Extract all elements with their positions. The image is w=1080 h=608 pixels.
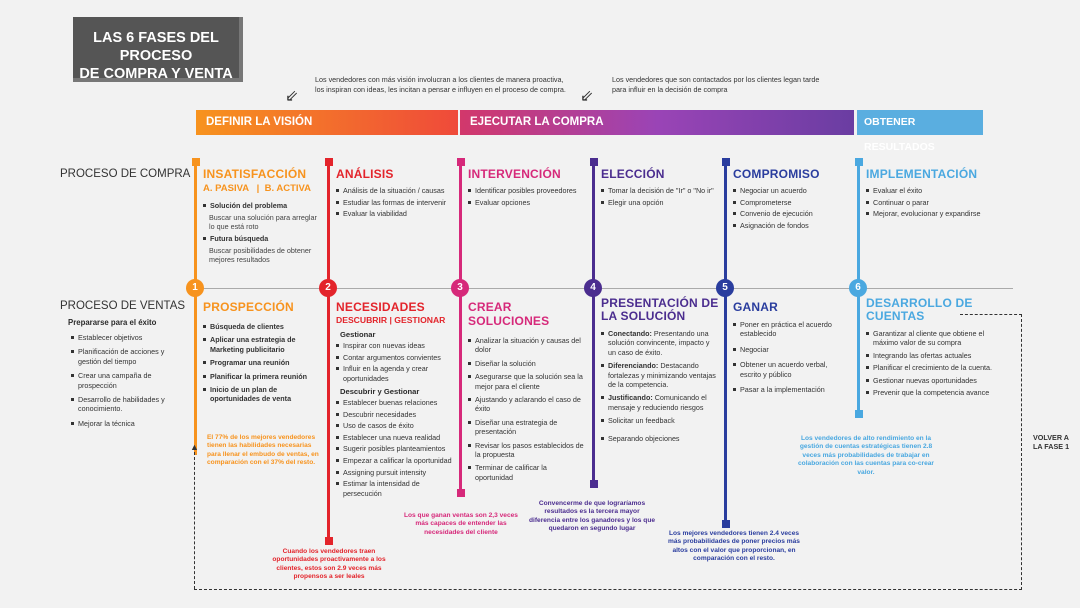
buy-phase-3 [468, 167, 590, 209]
list-item: Convenio de ejecución [733, 209, 855, 218]
list-item: Estudiar las formas de intervenir [336, 198, 458, 207]
phase-6-number: 6 [849, 279, 867, 297]
buy-phase-1-t1: Buscar una solución para arreglar lo que está roto [209, 212, 317, 231]
buy-phase-5-title: COMPROMISO [733, 167, 820, 181]
sell-phase-6-stat: Los vendedores de alto rendimiento en la gestión de cuentas estratégicas tienen 2.8 veces más probabilidades de trabajar en colaboración con las cuentas para co-crear valor. [798, 435, 934, 476]
sell-phase-5-title: GANAR [733, 300, 778, 314]
list-item: Asignación de fondos [733, 221, 855, 230]
list-item: Garantizar al cliente que obtiene el máximo valor de su compra [866, 329, 1000, 348]
list-item: Programar una reunión [203, 358, 318, 367]
band-obtener-resultados: OBTENER RESULTADOS [857, 110, 983, 135]
phase-3-top-marker [457, 158, 465, 166]
list-item [601, 393, 719, 412]
list-item: Assigning pursuit intensity [336, 468, 458, 477]
sell-phase-1-title: PROSPECCIÓN [203, 300, 294, 314]
list-item: Obtener un acuerdo verbal, escrito y público [733, 360, 848, 379]
sell-phase-4-b2: Justificando: [608, 393, 653, 403]
sell-phase-2-sub2: GESTIONAR [394, 315, 446, 325]
phase-4-top-marker [590, 158, 598, 166]
phase-4-bottom-marker [590, 480, 598, 488]
list-item: Elegir una opción [601, 198, 723, 207]
buy-phase-1-sub: A. PASIVA | B. ACTIVA [203, 183, 312, 194]
list-item: Pasar a la implementación [733, 385, 848, 394]
list-item: Tomar la decisión de "Ir" o "No ir" [601, 186, 723, 195]
list-item: Inicio de un plan de oportunidades de venta [203, 385, 318, 404]
list-item: Diseñar una estrategia de presentación [468, 418, 586, 437]
list-item: Mejorar, evolucionar y expandirse [866, 209, 986, 218]
sell-phase-4-t1: Destacando fortalezas y minimizando ventajas de la competencia. [608, 361, 716, 390]
list-item: Inspirar con nuevas ideas [336, 341, 458, 350]
list-item: Solicitar un feedback [601, 416, 719, 425]
buy-phase-2-title: ANÁLISIS [336, 167, 394, 181]
return-loop-left [194, 452, 195, 589]
list-item: Mejorar la técnica [71, 419, 178, 428]
sell-phase-6-title1: DESARROLLO DE [866, 296, 973, 310]
list-item: Establecer buenas relaciones [336, 398, 458, 407]
return-arrow-icon: ▲ [190, 442, 199, 452]
sell-phase-2 [336, 300, 458, 500]
buy-phase-1-t2: Buscar posibilidades de obtener mejores resultados [209, 246, 312, 265]
phase-5-number: 5 [716, 279, 734, 297]
buy-phase-1-h1: Solución del problema [203, 201, 323, 210]
list-item: Búsqueda de clientes [203, 322, 318, 331]
list-item: Diseñar la solución [468, 359, 586, 368]
list-item: Empezar a calificar la oportunidad [336, 456, 458, 465]
phase-2-top-marker [325, 158, 333, 166]
sell-phase-6-title2: CUENTAS [866, 309, 925, 323]
return-loop-bottom [194, 589, 961, 590]
list-item: Uso de casos de éxito [336, 421, 458, 430]
sell-phase-2-sub1: DESCUBRIR [336, 315, 388, 325]
phase-2-bottom-marker [325, 537, 333, 545]
list-item: Comprometerse [733, 198, 855, 207]
list-item: Crear una campaña de prospección [71, 371, 178, 390]
sell-phase-4-t2: Comunicando el mensaje y reduciendo riesgos [608, 393, 707, 412]
buy-phase-1-h2: Futura búsqueda [203, 234, 323, 243]
buy-phase-5 [733, 167, 855, 232]
list-item: Prevenir que la competencia avance [866, 388, 1000, 397]
band-ejecutar-compra: EJECUTAR LA COMPRA [460, 110, 854, 135]
list-item: Influir en la agenda y crear oportunidades [336, 364, 458, 383]
return-loop-right [960, 314, 1022, 590]
back-line-1: VOLVER A [1033, 433, 1069, 442]
list-item [601, 329, 719, 357]
sell-phase-5-stat: Los mejores vendedores tienen 2.4 veces más probabilidades de poner precios más altos con el valor que proporcionan, en comparación con el resto. [668, 530, 800, 563]
list-item: Evaluar la viabilidad [336, 209, 458, 218]
sell-phase-1 [203, 300, 318, 406]
list-item: Contar argumentos convientes [336, 353, 458, 362]
list-item: Revisar los pasos establecidos de la propuesta [468, 441, 586, 460]
list-item [601, 361, 719, 389]
back-to-phase-1 [1033, 433, 1069, 451]
list-item: Planificar el crecimiento de la cuenta. [866, 363, 1000, 372]
sell-phase-4-title1: PRESENTACIÓN DE [601, 296, 719, 310]
sell-prepare [68, 318, 178, 430]
sell-phase-4-b1: Diferenciando: [608, 361, 659, 371]
list-item: Terminar de calificar la oportunidad [468, 463, 586, 482]
dashed-arrow-left-icon: ⇙ [285, 88, 299, 105]
list-item: Planificación de acciones y gestión del tiempo [71, 347, 178, 366]
phase-6-bottom-marker [855, 410, 863, 418]
list-item: Ajustando y aclarando el caso de éxito [468, 395, 586, 414]
sell-phase-2-h2: Descubrir y Gestionar [340, 387, 420, 396]
phase-5-top-marker [722, 158, 730, 166]
title-line-2: DE COMPRA Y VENTA [79, 66, 233, 82]
list-item: Analizar la situación y causas del dolor [468, 336, 586, 355]
list-item: Aplicar una estrategia de Marketing publicitario [203, 335, 318, 354]
note-right: Los vendedores que son contactados por los clientes legan tarde para influir en la decisión de compra [612, 75, 820, 94]
phase-1-line [194, 160, 197, 455]
list-item: Separando objeciones [601, 434, 719, 443]
phase-5-line [724, 160, 727, 526]
list-item: Estimar la intensidad de persecución [336, 479, 458, 498]
sell-phase-4-title2: LA SOLUCIÓN [601, 309, 686, 323]
buy-phase-6-title: IMPLEMENTACIÓN [866, 167, 978, 181]
list-item: Sugerir posibles planteamientos [336, 444, 458, 453]
buy-phase-1-title: INSATISFACCIÓN [203, 167, 307, 181]
sell-phase-1-stat: El 77% de los mejores vendedores tienen las habilidades necesarias para llenar el embudo de ventas, en comparación con el 37% del resto. [207, 434, 319, 467]
sell-phase-4-stat: Convencerme de que lograríamos resultados es la tercera mayor diferencia entre los ganadores y los que quedaron en segundo lugar [528, 500, 656, 533]
phase-5-bottom-marker [722, 520, 730, 528]
phase-4-line [592, 160, 595, 485]
row-label-compra: PROCESO DE COMPRA [60, 168, 191, 180]
row-label-ventas: PROCESO DE VENTAS [60, 300, 186, 312]
note-left: Los vendedores con más visión involucran a los clientes de manera proactiva, los inspiran con ideas, les incitan a pensar e influyen en el proceso de compra. [315, 75, 566, 94]
list-item: Continuar o parar [866, 198, 986, 207]
list-item: Gestionar nuevas oportunidades [866, 376, 1000, 385]
back-line-2: LA FASE 1 [1033, 442, 1070, 451]
sell-phase-2-h1: Gestionar [340, 330, 376, 339]
list-item: Planificar la primera reunión [203, 372, 318, 381]
buy-phase-3-title: INTERVENCIÓN [468, 167, 561, 181]
list-item: Identificar posibles proveedores [468, 186, 590, 195]
list-item: Evaluar opciones [468, 198, 590, 207]
phase-3-line [459, 160, 462, 495]
sell-phase-3 [468, 300, 586, 484]
list-item: Poner en práctica el acuerdo establecido [733, 320, 848, 339]
phase-3-number: 3 [451, 279, 469, 297]
dashed-arrow-right-icon: ⇙ [580, 88, 594, 105]
buy-phase-2 [336, 167, 458, 221]
sell-phase-4 [601, 297, 719, 445]
list-item: Análisis de la situación / causas [336, 186, 458, 195]
list-item: Desarrollo de habilidades y conocimiento. [71, 395, 178, 414]
list-item: Establecer una nueva realidad [336, 433, 458, 442]
buy-phase-1 [203, 167, 323, 265]
sell-phase-4-t0: Presentando una solución convincente, impacto y un caso de éxito. [608, 329, 710, 357]
buy-phase-4 [601, 167, 723, 209]
sell-phase-2-title: NECESIDADES [336, 300, 425, 314]
sell-phase-2-stat: Cuando los vendedores traen oportunidades proactivamente a los clientes, estos son 2.9 veces más propensos a ser leales [272, 548, 386, 581]
page-title [73, 17, 243, 82]
list-item: Establecer objetivos [71, 333, 178, 342]
phase-4-number: 4 [584, 279, 602, 297]
sell-phase-3-stat: Los que ganan ventas son 2,3 veces más capaces de entender las necesidades del cliente [404, 512, 518, 536]
band-definir-vision: DEFINIR LA VISIÓN [196, 110, 458, 135]
list-item: Negociar [733, 345, 848, 354]
sell-prepare-title: Prepararse para el éxito [68, 318, 157, 327]
list-item: Asegurarse que la solución sea la mejor para el cliente [468, 372, 586, 391]
sell-phase-3-title: CREAR SOLUCIONES [468, 300, 550, 328]
sell-phase-5 [733, 300, 848, 397]
phase-3-bottom-marker [457, 489, 465, 497]
phase-2-number: 2 [319, 279, 337, 297]
list-item: Evaluar el éxito [866, 186, 986, 195]
buy-phase-4-title: ELECCIÓN [601, 167, 665, 181]
list-item: Descubrir necesidades [336, 410, 458, 419]
phase-2-line [327, 160, 330, 543]
sell-phase-4-b0: Conectando: [608, 329, 652, 338]
phase-1-number: 1 [186, 279, 204, 297]
buy-phase-6 [866, 167, 986, 221]
title-line-1: LAS 6 FASES DEL PROCESO [93, 30, 219, 64]
list-item: Negociar un acuerdo [733, 186, 855, 195]
phase-1-top-marker [192, 158, 200, 166]
phase-6-top-marker [855, 158, 863, 166]
sell-phase-2-sub: DESCUBRIR | GESTIONAR [336, 315, 446, 325]
list-item: Integrando las ofertas actuales [866, 351, 1000, 360]
